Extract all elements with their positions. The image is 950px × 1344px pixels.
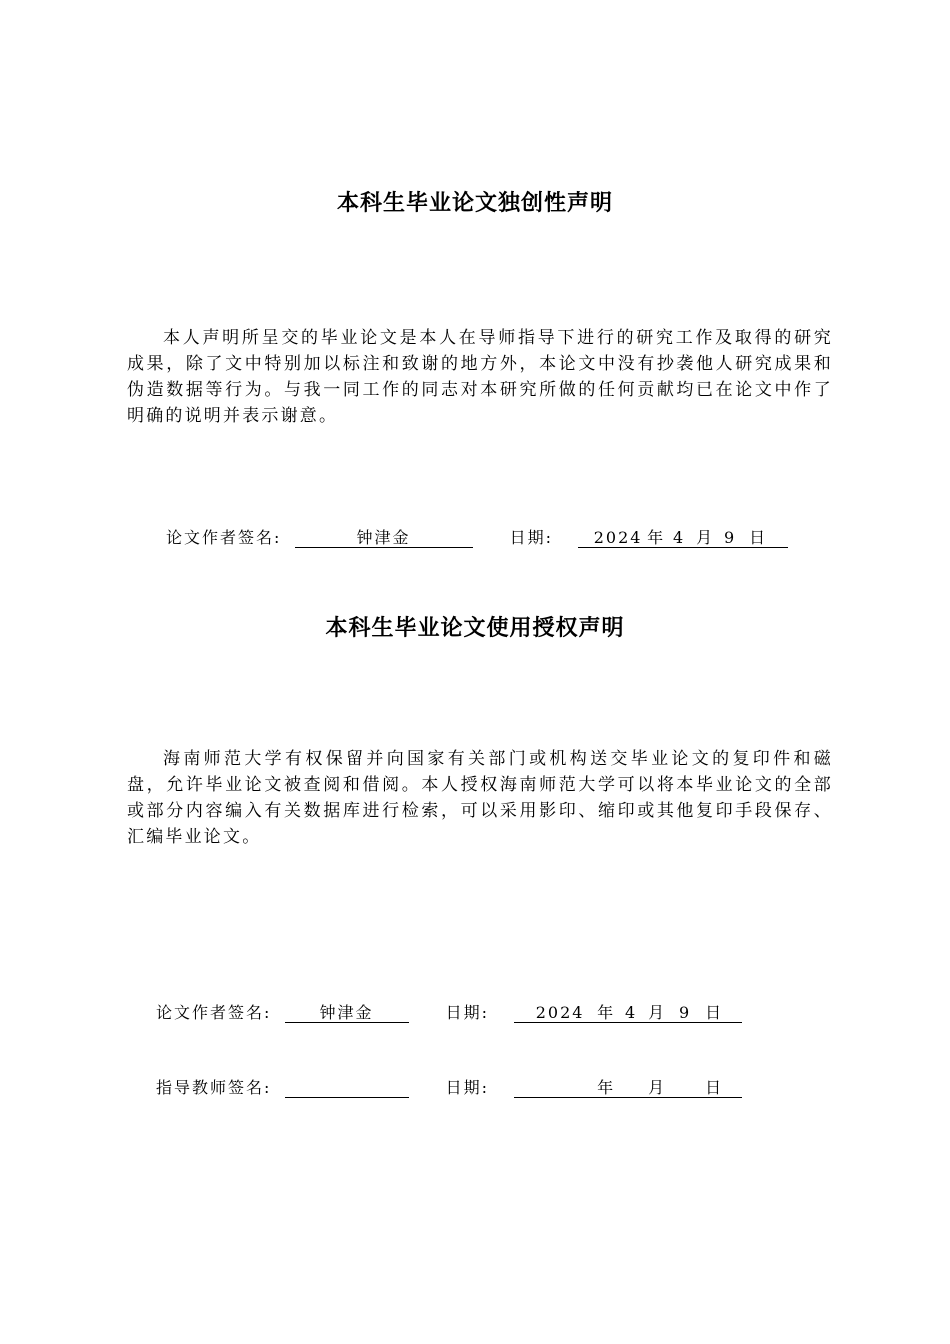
year-char: 年 [597,1078,616,1097]
date-month: 4 [625,1003,638,1022]
authorization-body: 海南师范大学有权保留并向国家有关部门或机构送交毕业论文的复印件和磁盘，允许毕业论文被查阅和借阅。本人授权海南师范大学可以将本毕业论文的全部或部分内容编入有关数据库进行检索，可以采用影印、缩印或其他复印手段保存、汇编毕业论文。 [127,749,833,847]
date-year: 2024 [593,528,643,547]
date-day: 9 [724,528,737,547]
date-label: 日期: [445,1078,489,1097]
originality-signature-row [166,525,788,548]
date-field[interactable] [578,529,788,548]
author-signature-field[interactable] [285,1004,409,1023]
advisor-signature-field[interactable] [285,1079,409,1098]
originality-title: 本科生毕业论文独创性声明 [336,191,613,216]
day-char: 日 [749,528,768,547]
month-char: 月 [696,528,715,547]
originality-body: 本人声明所呈交的毕业论文是本人在导师指导下进行的研究工作及取得的研究成果，除了文中特别加以标注和致谢的地方外，本论文中没有抄袭他人研究成果和伪造数据等行为。与我一同工作的同志对本研究所做的任何贡献均已在论文中作了明确的说明并表示谢意。 [127,328,833,426]
date-year: 2024 [535,1003,585,1022]
authorization-author-row [156,1000,742,1023]
month-char: 月 [648,1003,667,1022]
author-signature-label: 论文作者签名: [166,528,282,547]
advisor-signature-label: 指导教师签名: [156,1078,272,1097]
day-char: 日 [705,1078,724,1097]
year-char: 年 [647,528,666,547]
month-char: 月 [648,1078,667,1097]
date-label: 日期: [445,1003,489,1022]
author-name: 钟津金 [356,528,411,547]
authorization-advisor-row [156,1075,742,1098]
date-month: 4 [673,528,686,547]
year-char: 年 [597,1003,616,1022]
date-field[interactable] [514,1004,742,1023]
authorization-title: 本科生毕业论文使用授权声明 [325,616,625,641]
date-label: 日期: [509,528,553,547]
date-day: 9 [679,1003,692,1022]
author-name: 钟津金 [319,1003,374,1022]
author-signature-field[interactable] [295,529,473,548]
author-signature-label: 论文作者签名: [156,1003,272,1022]
advisor-date-field[interactable] [514,1079,742,1098]
day-char: 日 [705,1003,724,1022]
